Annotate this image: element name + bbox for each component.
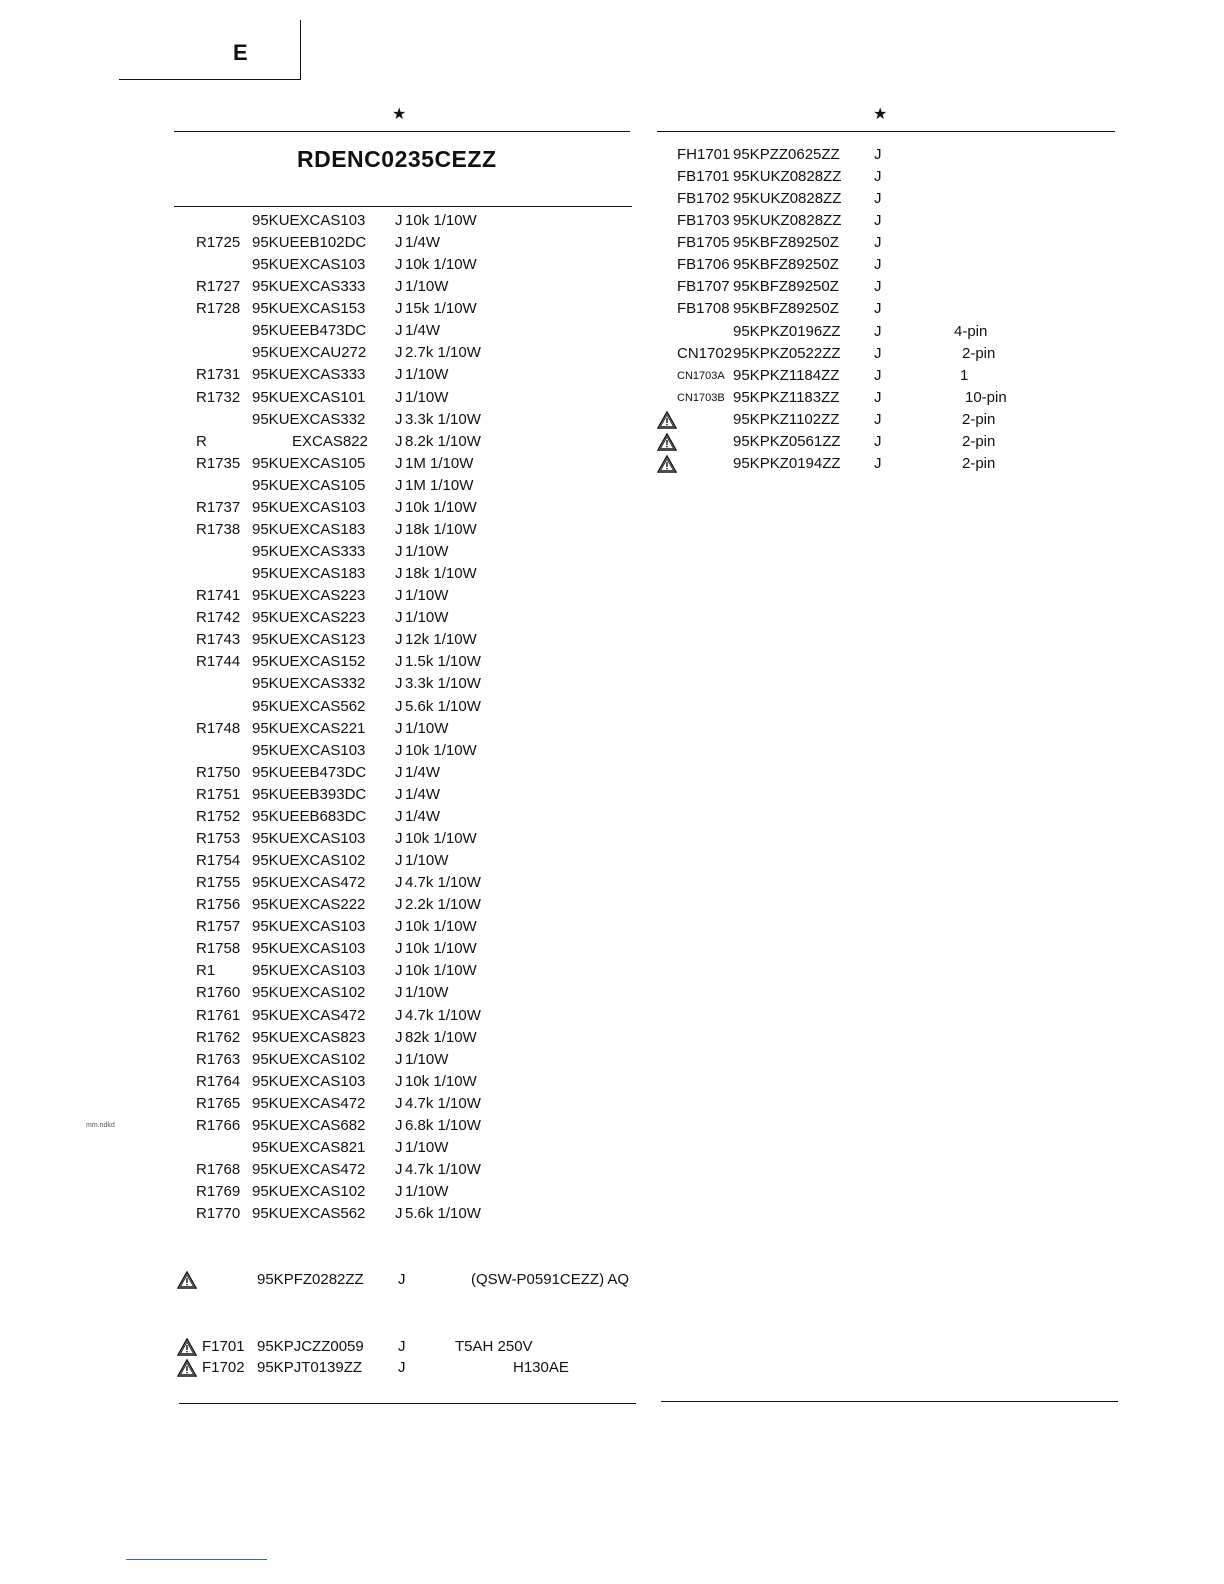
ref-number: FB1702 bbox=[677, 190, 730, 207]
ref-number: FB1703 bbox=[677, 212, 730, 229]
part-number: 95KUEXCAS102 bbox=[252, 1051, 366, 1068]
part-number: 95KUEXCAS103 bbox=[252, 212, 366, 229]
ref-number: F1702 bbox=[202, 1359, 245, 1376]
part-value: 1/10W bbox=[405, 720, 449, 737]
tab-divider-horizontal bbox=[119, 79, 301, 80]
part-value: 1.5k 1/10W bbox=[405, 653, 481, 670]
part-value: 10k 1/10W bbox=[405, 212, 477, 229]
code-letter: J bbox=[874, 212, 882, 229]
part-value: 1 bbox=[960, 367, 969, 384]
ref-number: CN1703A bbox=[677, 370, 725, 382]
ref-number: R1758 bbox=[196, 940, 241, 957]
part-value: 1M 1/10W bbox=[405, 477, 474, 494]
code-letter: J bbox=[395, 455, 403, 472]
code-letter: J bbox=[395, 212, 403, 229]
parts-row bbox=[0, 454, 1120, 474]
ref-number: R1768 bbox=[196, 1161, 241, 1178]
part-number: 95KUEXCAS103 bbox=[252, 918, 366, 935]
part-value: 4.7k 1/10W bbox=[405, 1095, 481, 1112]
part-value: 1/10W bbox=[405, 587, 449, 604]
parts-row bbox=[0, 344, 1120, 364]
ref-number: R1731 bbox=[196, 366, 241, 383]
ref-number: R1725 bbox=[196, 234, 241, 251]
part-number: 95KUEEB102DC bbox=[252, 234, 367, 251]
parts-row bbox=[0, 1028, 640, 1048]
part-number: 95KPJT0139ZZ bbox=[257, 1359, 363, 1376]
part-value: 2.7k 1/10W bbox=[405, 344, 481, 361]
code-letter: J bbox=[395, 256, 403, 273]
ref-number: R1752 bbox=[196, 808, 241, 825]
warning-triangle-icon bbox=[657, 455, 677, 479]
ref-number: CN1702 bbox=[677, 345, 733, 362]
parts-row bbox=[0, 697, 640, 717]
code-letter: J bbox=[874, 433, 882, 450]
parts-row bbox=[0, 807, 640, 827]
ref-number: R1737 bbox=[196, 499, 241, 516]
ref-number: R1742 bbox=[196, 609, 241, 626]
part-value: 2-pin bbox=[962, 455, 996, 472]
part-number: 95KUEXCAS332 bbox=[252, 411, 366, 428]
part-number: 95KUKZ0828ZZ bbox=[733, 212, 842, 229]
part-number: 95KUEXCAU272 bbox=[252, 344, 367, 361]
parts-row bbox=[0, 189, 1120, 209]
ref-number: R1732 bbox=[196, 389, 241, 406]
code-letter: J bbox=[874, 278, 882, 295]
ref-number: FH1701 bbox=[677, 146, 731, 163]
code-letter: J bbox=[395, 852, 403, 869]
ref-number: R1764 bbox=[196, 1073, 241, 1090]
safety-parts-row bbox=[0, 1358, 640, 1378]
part-value: 1/4W bbox=[405, 764, 441, 781]
part-value: H130AE bbox=[513, 1359, 569, 1376]
part-value: 82k 1/10W bbox=[405, 1029, 477, 1046]
code-letter: J bbox=[395, 366, 403, 383]
part-number: 95KUKZ0828ZZ bbox=[733, 168, 842, 185]
part-value: 18k 1/10W bbox=[405, 565, 477, 582]
part-number: 95KUEXCAS682 bbox=[252, 1117, 366, 1134]
part-number: 95KUEXCAS562 bbox=[252, 1205, 366, 1222]
code-letter: J bbox=[874, 190, 882, 207]
parts-row bbox=[0, 233, 1120, 253]
part-number: 95KUEEB393DC bbox=[252, 786, 367, 803]
parts-row bbox=[0, 255, 1120, 275]
code-letter: J bbox=[395, 675, 403, 692]
part-number: 95KUEXCAS103 bbox=[252, 962, 366, 979]
right-header-rule bbox=[657, 131, 1115, 132]
part-value: 2-pin bbox=[962, 433, 996, 450]
parts-row bbox=[0, 211, 1120, 231]
part-number: 95KUEXCAS103 bbox=[252, 830, 366, 847]
safety-parts-row bbox=[0, 1337, 640, 1357]
part-number: 95KUEXCAS103 bbox=[252, 256, 366, 273]
code-letter: J bbox=[874, 455, 882, 472]
parts-row bbox=[0, 366, 1120, 386]
code-letter: J bbox=[395, 962, 403, 979]
parts-row bbox=[0, 542, 640, 562]
ref-number: R1751 bbox=[196, 786, 241, 803]
ref-number: F1701 bbox=[202, 1338, 245, 1355]
parts-row bbox=[0, 388, 1120, 408]
part-number: 95KUEXCAS333 bbox=[252, 278, 366, 295]
part-value: 1/4W bbox=[405, 786, 441, 803]
code-letter: J bbox=[874, 256, 882, 273]
parts-row bbox=[0, 763, 640, 783]
ref-number: R1765 bbox=[196, 1095, 241, 1112]
parts-row bbox=[0, 145, 1120, 165]
part-number: 95KUEXCAS221 bbox=[252, 720, 366, 737]
warning-triangle-icon bbox=[177, 1271, 197, 1295]
code-letter: J bbox=[395, 344, 403, 361]
parts-row bbox=[0, 983, 640, 1003]
code-letter: J bbox=[395, 411, 403, 428]
margin-artifact-text: mm.ndkd bbox=[86, 1122, 115, 1129]
parts-row bbox=[0, 674, 640, 694]
code-letter: J bbox=[395, 1051, 403, 1068]
part-value: 10-pin bbox=[965, 389, 1007, 406]
code-letter: J bbox=[395, 874, 403, 891]
parts-row bbox=[0, 1160, 640, 1180]
code-letter: J bbox=[395, 1007, 403, 1024]
part-value: 4.7k 1/10W bbox=[405, 874, 481, 891]
part-number: 95KUEXCAS105 bbox=[252, 477, 366, 494]
code-letter: J bbox=[398, 1271, 406, 1288]
ref-number: R1770 bbox=[196, 1205, 241, 1222]
section-title: RDENC0235CEZZ bbox=[297, 146, 497, 172]
parts-row bbox=[0, 719, 640, 739]
parts-row bbox=[0, 167, 1120, 187]
part-value: 4-pin bbox=[954, 323, 988, 340]
part-number: 95KUEXCAS103 bbox=[252, 940, 366, 957]
part-value: 10k 1/10W bbox=[405, 940, 477, 957]
part-number: 95KPKZ0194ZZ bbox=[733, 455, 841, 472]
code-letter: J bbox=[395, 698, 403, 715]
left-header-rule bbox=[174, 131, 630, 132]
code-letter: J bbox=[395, 1205, 403, 1222]
code-letter: J bbox=[874, 323, 882, 340]
part-value: 4.7k 1/10W bbox=[405, 1007, 481, 1024]
part-number: 95KUEXCAS821 bbox=[252, 1139, 366, 1156]
part-number: 95KPKZ1183ZZ bbox=[733, 389, 840, 406]
code-letter: J bbox=[395, 499, 403, 516]
part-value: 5.6k 1/10W bbox=[405, 698, 481, 715]
part-number: 95KUEEB683DC bbox=[252, 808, 367, 825]
code-letter: J bbox=[395, 742, 403, 759]
part-number: 95KUEXCAS102 bbox=[252, 1183, 366, 1200]
warning-triangle-icon bbox=[177, 1359, 197, 1383]
part-number: 95KPJCZZ0059 bbox=[257, 1338, 364, 1355]
part-value: T5AH 250V bbox=[455, 1338, 533, 1355]
code-letter: J bbox=[874, 300, 882, 317]
part-number: 95KUEXCAS223 bbox=[252, 587, 366, 604]
part-value: 2.2k 1/10W bbox=[405, 896, 481, 913]
ref-number: R1762 bbox=[196, 1029, 241, 1046]
part-number: 95KBFZ89250Z bbox=[733, 256, 839, 273]
part-number: 95KUEXCAS183 bbox=[252, 521, 366, 538]
parts-row bbox=[0, 1138, 640, 1158]
code-letter: J bbox=[395, 1117, 403, 1134]
code-letter: J bbox=[874, 389, 882, 406]
part-value: 1/4W bbox=[405, 234, 441, 251]
code-letter: J bbox=[874, 367, 882, 384]
ref-number: FB1707 bbox=[677, 278, 730, 295]
part-value: (QSW-P0591CEZZ) AQ bbox=[471, 1271, 630, 1288]
part-number: 95KUEEB473DC bbox=[252, 764, 367, 781]
part-number: 95KUEXCAS332 bbox=[252, 675, 366, 692]
part-value: 1/10W bbox=[405, 389, 449, 406]
code-letter: J bbox=[395, 433, 403, 450]
parts-row bbox=[0, 1072, 640, 1092]
ref-number: R1760 bbox=[196, 984, 241, 1001]
code-letter: J bbox=[874, 234, 882, 251]
part-number: 95KUEXCAS152 bbox=[252, 653, 366, 670]
parts-row bbox=[0, 741, 640, 761]
parts-row bbox=[0, 520, 640, 540]
ref-number: R1761 bbox=[196, 1007, 241, 1024]
part-value: 3.3k 1/10W bbox=[405, 675, 481, 692]
left-column-star-icon: ★ bbox=[392, 106, 407, 123]
code-letter: J bbox=[398, 1338, 406, 1355]
ref-number: R1757 bbox=[196, 918, 241, 935]
part-number: 95KPKZ0196ZZ bbox=[733, 323, 841, 340]
right-bottom-rule bbox=[661, 1401, 1118, 1402]
part-value: 1/10W bbox=[405, 1139, 449, 1156]
code-letter: J bbox=[395, 940, 403, 957]
safety-parts-row bbox=[0, 1270, 640, 1290]
code-letter: J bbox=[395, 322, 403, 339]
code-letter: J bbox=[395, 918, 403, 935]
part-value: 12k 1/10W bbox=[405, 631, 477, 648]
part-number: 95KBFZ89250Z bbox=[733, 278, 839, 295]
code-letter: J bbox=[395, 1095, 403, 1112]
part-number: 95KPFZ0282ZZ bbox=[257, 1271, 364, 1288]
parts-row bbox=[0, 1006, 640, 1026]
part-number: 95KUEXCAS472 bbox=[252, 1007, 366, 1024]
part-value: 2-pin bbox=[962, 411, 996, 428]
code-letter: J bbox=[395, 896, 403, 913]
code-letter: J bbox=[874, 146, 882, 163]
ref-number: R1741 bbox=[196, 587, 241, 604]
ref-number: R1769 bbox=[196, 1183, 241, 1200]
code-letter: J bbox=[395, 764, 403, 781]
part-value: 10k 1/10W bbox=[405, 962, 477, 979]
code-letter: J bbox=[395, 984, 403, 1001]
part-value: 1/10W bbox=[405, 852, 449, 869]
part-value: 2-pin bbox=[962, 345, 996, 362]
parts-row bbox=[0, 1204, 640, 1224]
part-number: 95KUEXCAS472 bbox=[252, 1095, 366, 1112]
parts-row bbox=[0, 277, 1120, 297]
section-tab-letter: E bbox=[233, 40, 248, 65]
code-letter: J bbox=[395, 565, 403, 582]
part-number: 95KUKZ0828ZZ bbox=[733, 190, 842, 207]
part-value: 1/10W bbox=[405, 543, 449, 560]
ref-number: R1 bbox=[196, 962, 216, 979]
parts-row bbox=[0, 322, 1120, 342]
ref-number: CN1703B bbox=[677, 392, 725, 404]
parts-row bbox=[0, 652, 640, 672]
part-value: 15k 1/10W bbox=[405, 300, 477, 317]
parts-row bbox=[0, 829, 640, 849]
ref-number: R bbox=[196, 433, 207, 450]
part-value: 10k 1/10W bbox=[405, 499, 477, 516]
ref-number: R1763 bbox=[196, 1051, 241, 1068]
ref-number: R1754 bbox=[196, 852, 241, 869]
part-value: 6.8k 1/10W bbox=[405, 1117, 481, 1134]
ref-number: FB1706 bbox=[677, 256, 730, 273]
part-value: 1M 1/10W bbox=[405, 455, 474, 472]
code-letter: J bbox=[398, 1359, 406, 1376]
code-letter: J bbox=[395, 521, 403, 538]
part-value: 1/10W bbox=[405, 1183, 449, 1200]
code-letter: J bbox=[395, 1073, 403, 1090]
part-number: 95KUEXCAS123 bbox=[252, 631, 366, 648]
part-number: 95KUEXCAS472 bbox=[252, 1161, 366, 1178]
ref-number: R1738 bbox=[196, 521, 241, 538]
part-number: 95KUEXCAS472 bbox=[252, 874, 366, 891]
code-letter: J bbox=[395, 830, 403, 847]
ref-number: R1748 bbox=[196, 720, 241, 737]
part-number: 95KUEXCAS153 bbox=[252, 300, 366, 317]
ref-number: R1750 bbox=[196, 764, 241, 781]
part-number: 95KUEXCAS222 bbox=[252, 896, 366, 913]
code-letter: J bbox=[395, 543, 403, 560]
parts-row bbox=[0, 498, 640, 518]
part-number: 95KUEXCAS102 bbox=[252, 852, 366, 869]
code-letter: J bbox=[395, 278, 403, 295]
part-value: 1/10W bbox=[405, 1051, 449, 1068]
ref-number: R1744 bbox=[196, 653, 241, 670]
code-letter: J bbox=[395, 389, 403, 406]
code-letter: J bbox=[395, 477, 403, 494]
parts-row bbox=[0, 961, 640, 981]
right-column-star-icon: ★ bbox=[873, 106, 888, 123]
part-value: 10k 1/10W bbox=[405, 918, 477, 935]
code-letter: J bbox=[395, 587, 403, 604]
part-value: 10k 1/10W bbox=[405, 742, 477, 759]
part-number: 95KUEXCAS101 bbox=[252, 389, 366, 406]
part-number: 95KBFZ89250Z bbox=[733, 300, 839, 317]
part-number: 95KUEXCAS103 bbox=[252, 742, 366, 759]
parts-row bbox=[0, 1182, 640, 1202]
part-value: 3.3k 1/10W bbox=[405, 411, 481, 428]
parts-row bbox=[0, 1094, 640, 1114]
code-letter: J bbox=[395, 808, 403, 825]
parts-row bbox=[0, 785, 640, 805]
part-value: 1/10W bbox=[405, 984, 449, 1001]
part-number: 95KUEXCAS102 bbox=[252, 984, 366, 1001]
code-letter: J bbox=[395, 300, 403, 317]
part-number: 95KPKZ1184ZZ bbox=[733, 367, 840, 384]
code-letter: J bbox=[395, 786, 403, 803]
parts-row bbox=[0, 630, 640, 650]
part-number: 95KUEXCAS103 bbox=[252, 499, 366, 516]
part-number: 95KUEXCAS105 bbox=[252, 455, 366, 472]
parts-row bbox=[0, 586, 640, 606]
ref-number: R1753 bbox=[196, 830, 241, 847]
part-number: 95KBFZ89250Z bbox=[733, 234, 839, 251]
code-letter: J bbox=[874, 411, 882, 428]
footer-link-line bbox=[126, 1559, 267, 1560]
parts-row bbox=[0, 1050, 640, 1070]
part-value: 10k 1/10W bbox=[405, 1073, 477, 1090]
ref-number: R1728 bbox=[196, 300, 241, 317]
part-value: 10k 1/10W bbox=[405, 830, 477, 847]
parts-row bbox=[0, 410, 1120, 430]
parts-row bbox=[0, 432, 1120, 452]
part-number: 95KUEXCAS223 bbox=[252, 609, 366, 626]
ref-number: FB1708 bbox=[677, 300, 730, 317]
code-letter: J bbox=[395, 1029, 403, 1046]
ref-number: R1766 bbox=[196, 1117, 241, 1134]
part-value: 1/4W bbox=[405, 322, 441, 339]
ref-number: FB1705 bbox=[677, 234, 730, 251]
ref-number: R1727 bbox=[196, 278, 241, 295]
part-value: 10k 1/10W bbox=[405, 256, 477, 273]
part-value: 18k 1/10W bbox=[405, 521, 477, 538]
part-value: 8.2k 1/10W bbox=[405, 433, 481, 450]
parts-row bbox=[0, 608, 640, 628]
part-value: 1/4W bbox=[405, 808, 441, 825]
code-letter: J bbox=[395, 631, 403, 648]
part-number: 95KPZZ0625ZZ bbox=[733, 146, 840, 163]
parts-row bbox=[0, 939, 640, 959]
part-number: 95KUEXCAS562 bbox=[252, 698, 366, 715]
part-number: 95KPKZ0522ZZ bbox=[733, 345, 841, 362]
code-letter: J bbox=[395, 653, 403, 670]
code-letter: J bbox=[395, 1183, 403, 1200]
part-value: 1/10W bbox=[405, 366, 449, 383]
ref-number: R1743 bbox=[196, 631, 241, 648]
tab-divider-vertical bbox=[300, 20, 301, 79]
part-number: EXCAS822 bbox=[292, 433, 368, 450]
parts-row bbox=[0, 299, 1120, 319]
ref-number: R1735 bbox=[196, 455, 241, 472]
parts-row bbox=[0, 895, 640, 915]
ref-number: R1756 bbox=[196, 896, 241, 913]
code-letter: J bbox=[874, 168, 882, 185]
part-number: 95KPKZ1102ZZ bbox=[733, 411, 840, 428]
parts-row bbox=[0, 476, 640, 496]
parts-row bbox=[0, 851, 640, 871]
parts-row bbox=[0, 917, 640, 937]
part-number: 95KPKZ0561ZZ bbox=[733, 433, 841, 450]
parts-row bbox=[0, 873, 640, 893]
code-letter: J bbox=[395, 609, 403, 626]
ref-number: FB1701 bbox=[677, 168, 730, 185]
part-number: 95KUEXCAS103 bbox=[252, 1073, 366, 1090]
code-letter: J bbox=[395, 234, 403, 251]
code-letter: J bbox=[395, 1139, 403, 1156]
part-value: 1/10W bbox=[405, 278, 449, 295]
part-value: 5.6k 1/10W bbox=[405, 1205, 481, 1222]
part-number: 95KUEEB473DC bbox=[252, 322, 367, 339]
part-value: 1/10W bbox=[405, 609, 449, 626]
left-bottom-rule bbox=[179, 1403, 636, 1404]
part-number: 95KUEXCAS183 bbox=[252, 565, 366, 582]
code-letter: J bbox=[874, 345, 882, 362]
parts-row bbox=[0, 564, 640, 584]
part-number: 95KUEXCAS333 bbox=[252, 543, 366, 560]
code-letter: J bbox=[395, 1161, 403, 1178]
part-number: 95KUEXCAS823 bbox=[252, 1029, 366, 1046]
part-number: 95KUEXCAS333 bbox=[252, 366, 366, 383]
part-value: 4.7k 1/10W bbox=[405, 1161, 481, 1178]
ref-number: R1755 bbox=[196, 874, 241, 891]
code-letter: J bbox=[395, 720, 403, 737]
